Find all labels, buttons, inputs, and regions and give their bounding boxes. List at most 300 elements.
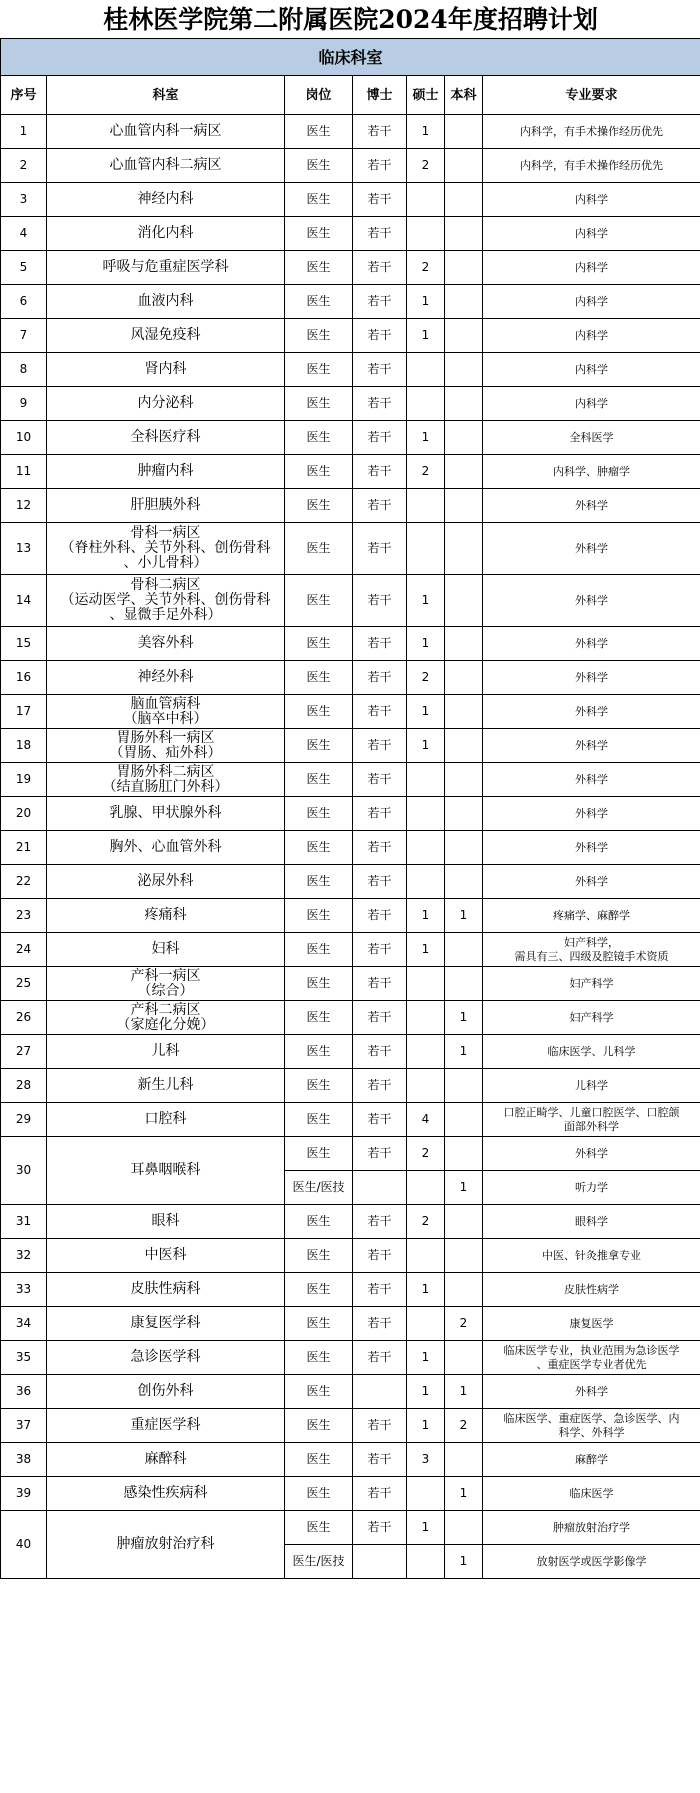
table-row [1, 729, 700, 763]
row-number: 18 [1, 729, 47, 763]
row-phd: 若干 [353, 661, 407, 695]
row-bachelor: 1 [445, 1477, 483, 1511]
row-department: 急诊医学科 [47, 1341, 285, 1375]
table-row [1, 575, 700, 627]
row-number: 30 [1, 1137, 47, 1205]
row-phd: 若干 [353, 1477, 407, 1511]
row-requirement: 内科学 [483, 353, 700, 387]
row-department: 产科一病区 （综合） [47, 967, 285, 1001]
row-phd: 若干 [353, 1341, 407, 1375]
row-post: 医生 [285, 319, 353, 353]
row-bachelor: 1 [445, 1545, 483, 1579]
table-row [1, 831, 700, 865]
table-row [1, 251, 700, 285]
row-phd: 若干 [353, 575, 407, 627]
row-requirement: 外科学 [483, 695, 700, 729]
row-post: 医生 [285, 285, 353, 319]
row-post: 医生 [285, 353, 353, 387]
row-post: 医生 [285, 1307, 353, 1341]
row-master [407, 797, 445, 831]
row-phd: 若干 [353, 251, 407, 285]
row-post: 医生 [285, 455, 353, 489]
row-number: 31 [1, 1205, 47, 1239]
row-requirement: 康复医学 [483, 1307, 700, 1341]
row-requirement: 临床医学、重症医学、急诊医学、内 科学、外科学 [483, 1409, 700, 1443]
row-number: 13 [1, 523, 47, 575]
row-post: 医生 [285, 1375, 353, 1409]
row-master [407, 217, 445, 251]
header-master: 硕士 [407, 76, 445, 115]
row-number: 24 [1, 933, 47, 967]
row-requirement: 内科学 [483, 217, 700, 251]
row-requirement: 临床医学、儿科学 [483, 1035, 700, 1069]
row-number: 3 [1, 183, 47, 217]
row-department: 风湿免疫科 [47, 319, 285, 353]
row-post: 医生 [285, 421, 353, 455]
row-number: 8 [1, 353, 47, 387]
row-master [407, 1307, 445, 1341]
row-department: 消化内科 [47, 217, 285, 251]
table-row [1, 695, 700, 729]
row-phd: 若干 [353, 523, 407, 575]
row-number: 4 [1, 217, 47, 251]
row-phd: 若干 [353, 1307, 407, 1341]
row-department: 心血管内科一病区 [47, 115, 285, 149]
row-bachelor [445, 387, 483, 421]
row-master: 4 [407, 1103, 445, 1137]
row-department: 新生儿科 [47, 1069, 285, 1103]
row-requirement: 外科学 [483, 575, 700, 627]
row-master: 2 [407, 455, 445, 489]
row-department: 骨科一病区 （脊柱外科、关节外科、创伤骨科 、小儿骨科） [47, 523, 285, 575]
row-phd: 若干 [353, 797, 407, 831]
row-phd: 若干 [353, 421, 407, 455]
row-post: 医生/医技 [285, 1545, 353, 1579]
row-department: 肾内科 [47, 353, 285, 387]
row-phd: 若干 [353, 183, 407, 217]
row-master [407, 523, 445, 575]
row-bachelor: 1 [445, 1375, 483, 1409]
row-phd: 若干 [353, 149, 407, 183]
row-phd: 若干 [353, 285, 407, 319]
row-bachelor [445, 797, 483, 831]
row-master: 3 [407, 1443, 445, 1477]
row-number: 26 [1, 1001, 47, 1035]
row-number: 12 [1, 489, 47, 523]
row-post: 医生 [285, 1103, 353, 1137]
row-phd: 若干 [353, 899, 407, 933]
row-number: 20 [1, 797, 47, 831]
row-number: 36 [1, 1375, 47, 1409]
table-row [1, 1205, 700, 1239]
row-bachelor: 2 [445, 1307, 483, 1341]
row-requirement: 内科学 [483, 183, 700, 217]
row-number: 5 [1, 251, 47, 285]
row-requirement: 妇产科学， 需具有三、四级及腔镜手术资质 [483, 933, 700, 967]
row-number: 14 [1, 575, 47, 627]
row-requirement: 口腔正畸学、儿童口腔医学、口腔颌 面部外科学 [483, 1103, 700, 1137]
row-requirement: 听力学 [483, 1171, 700, 1205]
row-requirement: 外科学 [483, 523, 700, 575]
row-number: 19 [1, 763, 47, 797]
row-requirement: 临床医学 [483, 1477, 700, 1511]
table-row [1, 627, 700, 661]
row-phd: 若干 [353, 115, 407, 149]
row-number: 21 [1, 831, 47, 865]
row-department: 产科二病区 （家庭化分娩） [47, 1001, 285, 1035]
table-row [1, 489, 700, 523]
row-post: 医生 [285, 523, 353, 575]
row-bachelor [445, 149, 483, 183]
row-post: 医生 [285, 217, 353, 251]
header-post: 岗位 [285, 76, 353, 115]
row-bachelor [445, 115, 483, 149]
row-post: 医生 [285, 575, 353, 627]
row-phd: 若干 [353, 967, 407, 1001]
row-number: 35 [1, 1341, 47, 1375]
row-bachelor [445, 729, 483, 763]
table-row [1, 1001, 700, 1035]
table-row [1, 933, 700, 967]
row-department: 妇科 [47, 933, 285, 967]
row-post: 医生 [285, 251, 353, 285]
row-bachelor [445, 489, 483, 523]
row-department: 脑血管病科 （脑卒中科） [47, 695, 285, 729]
row-requirement: 外科学 [483, 797, 700, 831]
row-bachelor [445, 353, 483, 387]
row-bachelor [445, 933, 483, 967]
row-post: 医生 [285, 695, 353, 729]
row-post: 医生 [285, 1273, 353, 1307]
row-bachelor [445, 763, 483, 797]
row-number: 33 [1, 1273, 47, 1307]
row-master: 1 [407, 899, 445, 933]
row-phd: 若干 [353, 1205, 407, 1239]
row-department: 儿科 [47, 1035, 285, 1069]
header-bachelor: 本科 [445, 76, 483, 115]
row-department: 泌尿外科 [47, 865, 285, 899]
row-requirement: 内科学 [483, 387, 700, 421]
row-requirement: 外科学 [483, 1137, 700, 1171]
row-bachelor [445, 1103, 483, 1137]
row-master: 1 [407, 695, 445, 729]
row-number: 9 [1, 387, 47, 421]
row-post: 医生 [285, 899, 353, 933]
row-number: 15 [1, 627, 47, 661]
row-master: 1 [407, 627, 445, 661]
row-bachelor: 1 [445, 1001, 483, 1035]
row-phd [353, 1375, 407, 1409]
row-post: 医生/医技 [285, 1171, 353, 1205]
row-number: 23 [1, 899, 47, 933]
row-bachelor: 1 [445, 899, 483, 933]
row-post: 医生 [285, 1443, 353, 1477]
row-phd: 若干 [353, 1511, 407, 1545]
row-master [407, 1477, 445, 1511]
row-master [407, 1239, 445, 1273]
row-number: 2 [1, 149, 47, 183]
row-department: 耳鼻咽喉科 [47, 1137, 285, 1205]
row-phd: 若干 [353, 217, 407, 251]
row-number: 40 [1, 1511, 47, 1579]
row-requirement: 中医、针灸推拿专业 [483, 1239, 700, 1273]
row-post: 医生 [285, 627, 353, 661]
row-phd: 若干 [353, 933, 407, 967]
row-requirement: 眼科学 [483, 1205, 700, 1239]
row-department: 皮肤性病科 [47, 1273, 285, 1307]
row-master: 1 [407, 1273, 445, 1307]
row-department: 内分泌科 [47, 387, 285, 421]
row-post: 医生 [285, 1239, 353, 1273]
row-post: 医生 [285, 1205, 353, 1239]
row-number: 22 [1, 865, 47, 899]
row-requirement: 内科学，有手术操作经历优先 [483, 149, 700, 183]
table-row [1, 1511, 700, 1545]
row-number: 32 [1, 1239, 47, 1273]
row-requirement: 外科学 [483, 831, 700, 865]
row-bachelor [445, 217, 483, 251]
row-phd: 若干 [353, 1409, 407, 1443]
row-post: 医生 [285, 387, 353, 421]
row-department: 口腔科 [47, 1103, 285, 1137]
header-dept: 科室 [47, 76, 285, 115]
row-master: 1 [407, 1409, 445, 1443]
row-bachelor: 2 [445, 1409, 483, 1443]
row-department: 胸外、心血管外科 [47, 831, 285, 865]
row-bachelor [445, 1273, 483, 1307]
row-number: 17 [1, 695, 47, 729]
row-department: 美容外科 [47, 627, 285, 661]
row-bachelor [445, 1511, 483, 1545]
row-number: 1 [1, 115, 47, 149]
table-row [1, 115, 700, 149]
table-row [1, 1443, 700, 1477]
header-requirement: 专业要求 [483, 76, 700, 115]
row-bachelor [445, 575, 483, 627]
row-post: 医生 [285, 797, 353, 831]
row-phd: 若干 [353, 489, 407, 523]
row-requirement: 全科医学 [483, 421, 700, 455]
row-post: 医生 [285, 1035, 353, 1069]
row-master [407, 763, 445, 797]
row-phd: 若干 [353, 695, 407, 729]
row-phd: 若干 [353, 729, 407, 763]
row-requirement: 外科学 [483, 627, 700, 661]
row-number: 37 [1, 1409, 47, 1443]
table-row [1, 1341, 700, 1375]
row-bachelor [445, 627, 483, 661]
row-requirement: 内科学，有手术操作经历优先 [483, 115, 700, 149]
row-department: 骨科二病区 （运动医学、关节外科、创伤骨科 、显微手足外科） [47, 575, 285, 627]
row-master: 1 [407, 1341, 445, 1375]
row-requirement: 肿瘤放射治疗学 [483, 1511, 700, 1545]
row-post: 医生 [285, 1001, 353, 1035]
row-master [407, 1001, 445, 1035]
row-post: 医生 [285, 729, 353, 763]
row-bachelor [445, 285, 483, 319]
row-phd: 若干 [353, 455, 407, 489]
row-requirement: 儿科学 [483, 1069, 700, 1103]
row-bachelor [445, 695, 483, 729]
row-post: 医生 [285, 1511, 353, 1545]
table-row [1, 1035, 700, 1069]
row-master: 1 [407, 285, 445, 319]
row-post: 医生 [285, 763, 353, 797]
row-bachelor [445, 1069, 483, 1103]
row-requirement: 放射医学或医学影像学 [483, 1545, 700, 1579]
row-master [407, 183, 445, 217]
row-post: 医生 [285, 183, 353, 217]
row-number: 28 [1, 1069, 47, 1103]
row-number: 6 [1, 285, 47, 319]
row-phd: 若干 [353, 1443, 407, 1477]
page-title: 桂林医学院第二附属医院2024年度招聘计划 [1, 0, 700, 39]
row-phd [353, 1545, 407, 1579]
row-bachelor [445, 1137, 483, 1171]
row-post: 医生 [285, 149, 353, 183]
row-phd: 若干 [353, 865, 407, 899]
row-post: 医生 [285, 1069, 353, 1103]
row-phd: 若干 [353, 387, 407, 421]
row-master: 1 [407, 729, 445, 763]
row-requirement: 妇产科学 [483, 967, 700, 1001]
row-number: 27 [1, 1035, 47, 1069]
row-department: 神经外科 [47, 661, 285, 695]
row-department: 康复医学科 [47, 1307, 285, 1341]
row-post: 医生 [285, 1409, 353, 1443]
row-master [407, 1069, 445, 1103]
row-bachelor: 1 [445, 1171, 483, 1205]
row-department: 胃肠外科一病区 （胃肠、疝外科） [47, 729, 285, 763]
row-master [407, 967, 445, 1001]
row-phd: 若干 [353, 627, 407, 661]
row-requirement: 外科学 [483, 763, 700, 797]
row-number: 34 [1, 1307, 47, 1341]
row-phd: 若干 [353, 1069, 407, 1103]
table-row [1, 1307, 700, 1341]
row-phd: 若干 [353, 1273, 407, 1307]
row-master [407, 865, 445, 899]
row-master [407, 1171, 445, 1205]
table-row [1, 387, 700, 421]
table-row [1, 1273, 700, 1307]
row-requirement: 妇产科学 [483, 1001, 700, 1035]
row-requirement: 外科学 [483, 661, 700, 695]
row-post: 医生 [285, 661, 353, 695]
table-row [1, 1069, 700, 1103]
header-row [1, 76, 700, 115]
row-number: 10 [1, 421, 47, 455]
row-requirement: 外科学 [483, 489, 700, 523]
row-post: 医生 [285, 865, 353, 899]
table-row [1, 421, 700, 455]
row-post: 医生 [285, 1137, 353, 1171]
table-row [1, 1375, 700, 1409]
row-master: 2 [407, 1137, 445, 1171]
header-no: 序号 [1, 76, 47, 115]
row-bachelor [445, 661, 483, 695]
row-requirement: 内科学、肿瘤学 [483, 455, 700, 489]
row-requirement: 外科学 [483, 1375, 700, 1409]
table-row [1, 967, 700, 1001]
section-title: 临床科室 [1, 39, 700, 76]
row-requirement: 外科学 [483, 865, 700, 899]
row-master: 1 [407, 933, 445, 967]
row-bachelor [445, 1205, 483, 1239]
row-bachelor [445, 319, 483, 353]
row-requirement: 疼痛学、麻醉学 [483, 899, 700, 933]
row-department: 重症医学科 [47, 1409, 285, 1443]
row-phd: 若干 [353, 1103, 407, 1137]
table-row [1, 1409, 700, 1443]
row-department: 眼科 [47, 1205, 285, 1239]
table-row [1, 149, 700, 183]
table-row [1, 285, 700, 319]
row-post: 医生 [285, 489, 353, 523]
row-post: 医生 [285, 967, 353, 1001]
row-master: 2 [407, 251, 445, 285]
row-department: 神经内科 [47, 183, 285, 217]
row-master: 2 [407, 661, 445, 695]
row-post: 医生 [285, 1477, 353, 1511]
row-requirement: 内科学 [483, 319, 700, 353]
row-bachelor [445, 455, 483, 489]
row-requirement: 内科学 [483, 251, 700, 285]
row-bachelor [445, 1443, 483, 1477]
row-bachelor [445, 967, 483, 1001]
row-master: 1 [407, 575, 445, 627]
row-number: 16 [1, 661, 47, 695]
header-phd: 博士 [353, 76, 407, 115]
row-bachelor [445, 251, 483, 285]
row-number: 25 [1, 967, 47, 1001]
row-department: 肿瘤放射治疗科 [47, 1511, 285, 1579]
row-phd: 若干 [353, 1035, 407, 1069]
row-bachelor: 1 [445, 1035, 483, 1069]
row-department: 全科医疗科 [47, 421, 285, 455]
row-department: 中医科 [47, 1239, 285, 1273]
row-phd: 若干 [353, 831, 407, 865]
row-number: 39 [1, 1477, 47, 1511]
row-master: 1 [407, 1375, 445, 1409]
row-post: 医生 [285, 115, 353, 149]
row-phd [353, 1171, 407, 1205]
row-department: 肝胆胰外科 [47, 489, 285, 523]
row-bachelor [445, 421, 483, 455]
table-row [1, 797, 700, 831]
row-phd: 若干 [353, 1001, 407, 1035]
row-post: 医生 [285, 1341, 353, 1375]
row-bachelor [445, 831, 483, 865]
row-requirement: 临床医学专业，执业范围为急诊医学 、重症医学专业者优先 [483, 1341, 700, 1375]
row-requirement: 麻醉学 [483, 1443, 700, 1477]
row-department: 疼痛科 [47, 899, 285, 933]
row-phd: 若干 [353, 763, 407, 797]
row-department: 感染性疾病科 [47, 1477, 285, 1511]
table-row [1, 217, 700, 251]
row-department: 心血管内科二病区 [47, 149, 285, 183]
row-bachelor [445, 523, 483, 575]
row-department: 麻醉科 [47, 1443, 285, 1477]
section-row [1, 39, 700, 76]
row-master [407, 489, 445, 523]
table-row [1, 353, 700, 387]
row-number: 11 [1, 455, 47, 489]
row-master [407, 353, 445, 387]
table-row [1, 865, 700, 899]
table-row [1, 661, 700, 695]
row-department: 乳腺、甲状腺外科 [47, 797, 285, 831]
